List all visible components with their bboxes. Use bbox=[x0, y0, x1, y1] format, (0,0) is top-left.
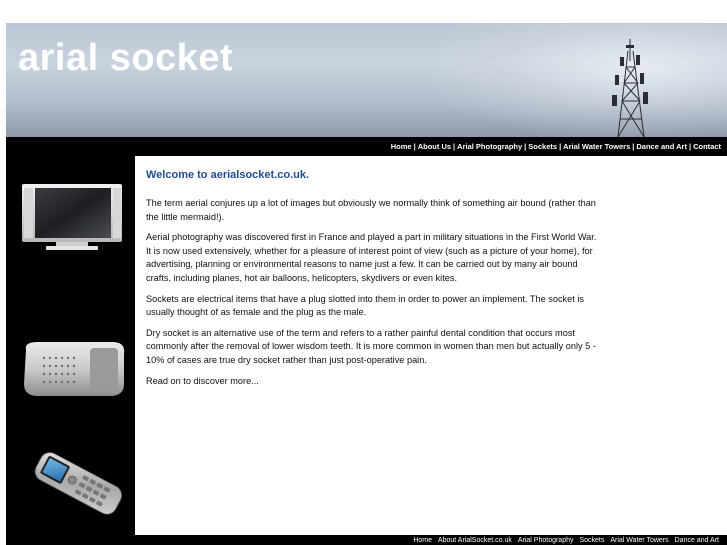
sky-haze bbox=[426, 23, 727, 137]
nav-sockets[interactable]: Sockets bbox=[528, 142, 558, 151]
nav-contact[interactable]: Contact bbox=[693, 142, 721, 151]
footer-navigation bbox=[6, 535, 727, 545]
tv-icon bbox=[18, 182, 126, 254]
footer-nav-home[interactable]: Home bbox=[413, 537, 432, 544]
nav-dance-and-art[interactable]: Dance and Art bbox=[636, 142, 687, 151]
nav-about-us[interactable]: About Us bbox=[417, 142, 452, 151]
footer-nav-arial-water-towers[interactable]: Arial Water Towers bbox=[610, 537, 669, 544]
nav-arial-water-towers[interactable]: Arial Water Towers bbox=[563, 142, 631, 151]
page-wrapper bbox=[6, 23, 727, 545]
main-content bbox=[135, 156, 727, 535]
nav-separator: | bbox=[688, 142, 692, 151]
site-title: arial socket bbox=[18, 37, 234, 79]
paragraph-sockets: Sockets are electrical items that have a plug slotted into them in order to power an implement. The socket is usually thought of as female and the plug as the male. bbox=[146, 293, 584, 318]
nav-separator: | bbox=[559, 142, 562, 151]
footer-nav-dance-and-art[interactable]: Dance and Art bbox=[674, 537, 719, 544]
nav-separator: | bbox=[524, 142, 527, 151]
paragraph-read-more: Read on to discover more... bbox=[146, 375, 259, 386]
nav-separator: | bbox=[632, 142, 635, 151]
footer-nav-sockets[interactable]: Sockets bbox=[579, 537, 605, 544]
nav-arial-photography[interactable]: Arial Photography bbox=[457, 142, 523, 151]
footer-nav-about[interactable]: About ArialSocket.co.uk bbox=[437, 537, 512, 544]
header-banner bbox=[6, 23, 727, 137]
nav-home[interactable]: Home bbox=[390, 142, 412, 151]
paragraph-dry-socket: Dry socket is an alternative use of the term and refers to a rather painful dental condition that occurs most commonly after the removal of lower wisdom teeth. It is more common in women than men but actually only 5 - 10% of cases are true dry socket rather than just post-operative pain. bbox=[146, 327, 596, 365]
nav-separator: | bbox=[413, 142, 416, 151]
sidebar bbox=[6, 156, 135, 535]
paragraph-aerial-intro: The term aerial conjures up a lot of images but obviously we normally think of something air bound (rather than the little mermaid!). bbox=[146, 198, 596, 222]
footer-nav-arial-photography[interactable]: Arial Photography bbox=[517, 537, 574, 544]
tower-icon bbox=[596, 37, 656, 137]
page-heading: Welcome to aerialsocket.co.uk. bbox=[146, 169, 310, 181]
nav-separator: | bbox=[453, 142, 456, 151]
phone-icon bbox=[28, 442, 128, 522]
paragraph-aerial-photography: Aerial photography was discovered first in France and played a part in military situations in the First World War. It is now used extensively, whether for a pleasure of interest point of view (such as a picture of your home), for advertising, planning or environmental reasons to name just a few. It can be carried out by many air bound crafts, including planes, hot air balloons, helicopters, skydivers or even kites. bbox=[146, 232, 597, 283]
radio-icon bbox=[20, 340, 128, 398]
top-navigation bbox=[6, 137, 727, 156]
